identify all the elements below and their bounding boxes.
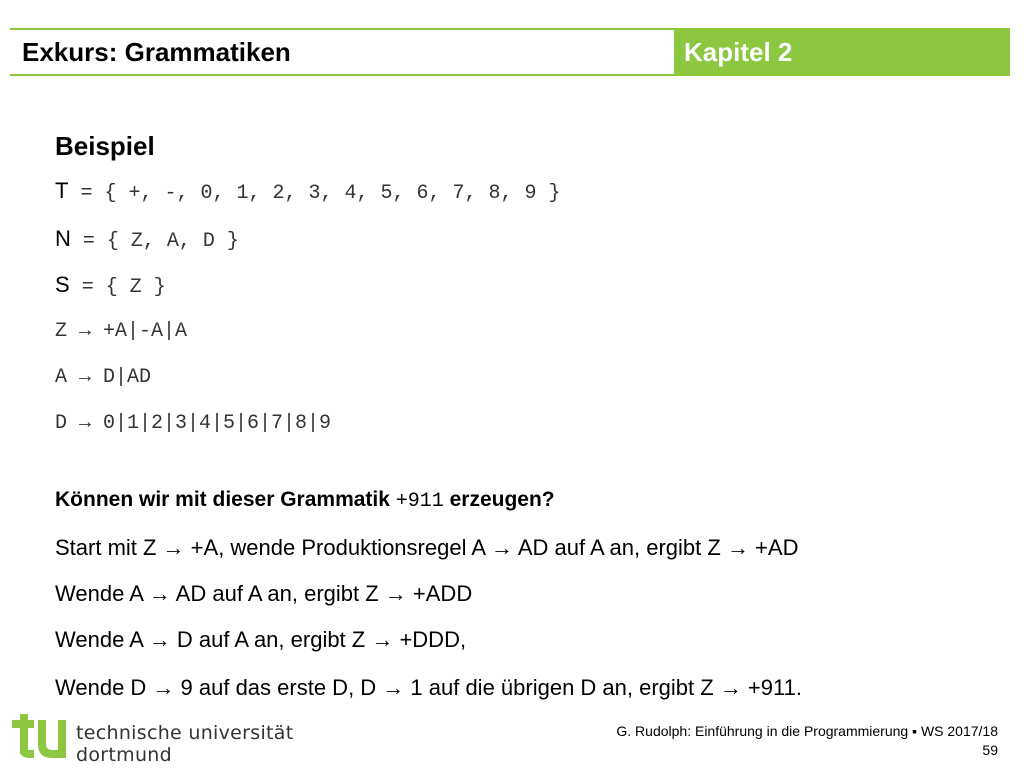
- grammar-symbol: N: [55, 226, 71, 251]
- derivation-step-3: Wende A → D auf A an, ergibt Z → +DDD,: [55, 627, 467, 652]
- grammar-line-start: [55, 270, 166, 303]
- header-bottom-rule: [10, 74, 1010, 76]
- production-rule-text: A → D|AD: [55, 366, 152, 389]
- grammar-definition: = { Z, A, D }: [70, 230, 239, 253]
- question-text-after: erzeugen?: [443, 488, 555, 511]
- grammar-line-nonterminals: [55, 224, 239, 257]
- tu-logo-icon: [6, 714, 70, 766]
- university-name: [76, 722, 294, 766]
- section-title: Beispiel: [55, 131, 155, 161]
- derivation-step-4: Wende D → 9 auf das erste D, D → 1 auf die übrigen D an, ergibt Z → +911.: [55, 675, 802, 700]
- production-rule-d: [55, 409, 331, 439]
- university-name-line1: technische universität: [76, 722, 294, 744]
- grammar-definition: = { +, -, 0, 1, 2, 3, 4, 5, 6, 7, 8, 9 }: [68, 182, 561, 205]
- university-logo: [6, 714, 296, 768]
- grammar-symbol: S: [55, 272, 70, 297]
- derivation-step-2: Wende A → AD auf A an, ergibt Z → +ADD: [55, 581, 473, 606]
- production-rule-z: [55, 317, 187, 347]
- production-rule-text: Z → +A|-A|A: [55, 320, 188, 343]
- course-info: G. Rudolph: Einführung in die Programmierung ▪ WS 2017/18: [616, 723, 998, 739]
- grammar-symbol: T: [55, 178, 69, 203]
- chapter-label: Kapitel 2: [684, 37, 793, 67]
- question-line: [55, 485, 555, 517]
- grammar-definition: = { Z }: [69, 276, 166, 299]
- production-rule-a: [55, 363, 151, 393]
- slide-header: [0, 0, 1024, 76]
- page-number: 59: [982, 742, 998, 758]
- derivation-step-1: Start mit Z → +A, wende Produktionsregel A → AD auf A an, ergibt Z → +AD: [55, 535, 799, 560]
- question-text-before: Können wir mit dieser Grammatik: [55, 488, 396, 511]
- slide-footer: [616, 722, 998, 760]
- grammar-line-terminals: [55, 176, 561, 209]
- question-code: +911: [395, 490, 444, 513]
- slide-title: Exkurs: Grammatiken: [22, 37, 291, 67]
- production-rule-text: D → 0|1|2|3|4|5|6|7|8|9: [55, 412, 332, 435]
- university-name-line2: dortmund: [76, 744, 172, 766]
- chapter-box: [674, 30, 1010, 74]
